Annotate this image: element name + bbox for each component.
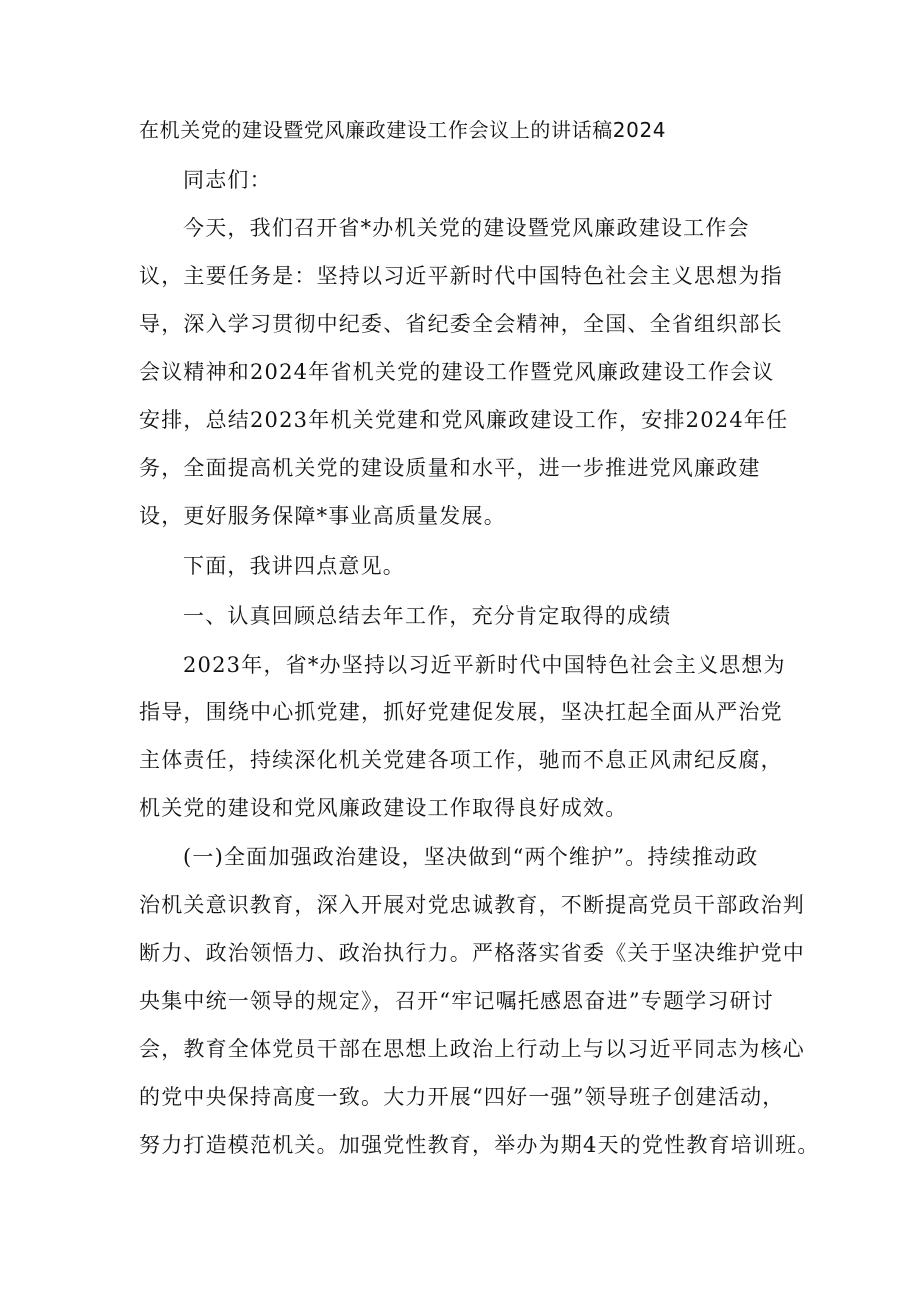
paragraph-line: 议，主要任务是：坚持以习近平新时代中国特色社会主义思想为指 bbox=[139, 264, 783, 288]
paragraph-line: 会，教育全体党员干部在思想上政治上行动上与以习近平同志为核心 bbox=[139, 1037, 805, 1061]
paragraph-line: 2023年，省*办坚持以习近平新时代中国特色社会主义思想为 bbox=[183, 653, 786, 677]
paragraph-line: 务，全面提高机关党的建设质量和水平，进一步推进党风廉政建 bbox=[139, 456, 761, 480]
paragraph-line: 设，更好服务保障*事业高质量发展。 bbox=[139, 504, 506, 528]
paragraph-line: 安排，总结2023年机关党建和党风廉政建设工作，安排2024年任 bbox=[139, 408, 789, 432]
greeting: 同志们： bbox=[183, 168, 272, 192]
paragraph-line: 治机关意识教育，深入开展对党忠诚教育，不断提高党员干部政治判 bbox=[139, 893, 805, 917]
paragraph-line: 指导，围绕中心抓党建，抓好党建促发展，坚决扛起全面从严治党 bbox=[139, 700, 783, 724]
paragraph-line: 会议精神和2024年省机关党的建设工作暨党风廉政建设工作会议 bbox=[139, 360, 775, 384]
paragraph-2: 下面，我讲四点意见。 bbox=[183, 554, 405, 578]
section-heading-1: 一、认真回顾总结去年工作，充分肯定取得的成绩 bbox=[183, 604, 672, 628]
paragraph-line: 努力打造模范机关。加强党性教育，举办为期4天的党性教育培训班。 bbox=[139, 1133, 820, 1157]
paragraph-line: 今天，我们召开省*办机关党的建设暨党风廉政建设工作会 bbox=[183, 216, 750, 240]
paragraph-line: 央集中统一领导的规定》，召开“牢记嘱托感恩奋进”专题学习研讨 bbox=[139, 989, 774, 1013]
paragraph-line: 主体责任，持续深化机关党建各项工作，驰而不息正风肃纪反腐， bbox=[139, 748, 783, 772]
document-title: 在机关党的建设暨党风廉政建设工作会议上的讲话稿2024 bbox=[139, 118, 667, 142]
paragraph-line: 机关党的建设和党风廉政建设工作取得良好成效。 bbox=[139, 796, 628, 820]
paragraph-line: (一)全面加强政治建设，坚决做到“两个维护”。持续推动政 bbox=[183, 845, 759, 869]
paragraph-line: 的党中央保持高度一致。大力开展“四好一强”领导班子创建活动， bbox=[139, 1085, 785, 1109]
paragraph-line: 断力、政治领悟力、政治执行力。严格落实省委《关于坚决维护党中 bbox=[139, 941, 805, 965]
paragraph-line: 导，深入学习贯彻中纪委、省纪委全会精神，全国、全省组织部长 bbox=[139, 312, 783, 336]
